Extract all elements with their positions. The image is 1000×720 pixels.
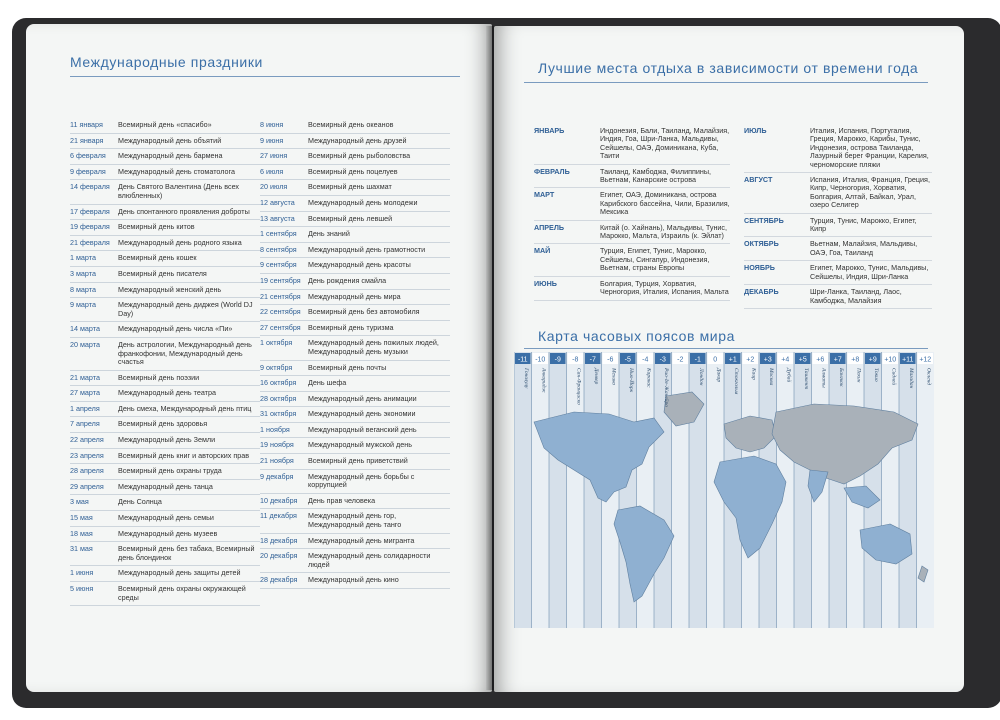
holiday-date: 3 мая: [70, 497, 89, 507]
timezone-band: [794, 352, 812, 628]
holiday-name: Всемирный день охраны труда: [118, 466, 222, 476]
holiday-name: Всемирный день поэзии: [118, 372, 200, 382]
holiday-date: 22 сентября: [260, 307, 301, 317]
holiday-date: 9 декабря: [260, 471, 294, 481]
timezone-city-label: Москва: [767, 368, 774, 386]
holiday-row: [70, 449, 260, 465]
holiday-date: 31 октября: [260, 409, 297, 419]
timezone-city-label: Рио-де-Жанейро: [662, 368, 669, 408]
vacation-row: [534, 244, 730, 276]
timezone-city-label: Анкоридж: [540, 368, 547, 393]
holiday-name: Всемирный день китов: [118, 222, 195, 232]
holidays-column-2: [260, 118, 450, 589]
holiday-name: Международный мужской день: [308, 440, 412, 450]
timezone-offset-label: -2: [677, 356, 684, 364]
holiday-name: Международный день стоматолога: [118, 166, 235, 176]
timezone-offset-label: +2: [746, 356, 755, 364]
holiday-date: 28 апреля: [70, 466, 104, 476]
timezone-city-label: Нью-Йорк: [627, 368, 634, 393]
holiday-date: 28 декабря: [260, 575, 298, 585]
timezone-band: [532, 352, 550, 628]
holiday-row: [70, 118, 260, 134]
timezone-city-label: Пекин: [855, 368, 862, 383]
timezone-offset-label: +5: [798, 356, 807, 364]
holiday-date: 23 апреля: [70, 450, 104, 460]
holiday-date: 1 ноября: [260, 424, 290, 434]
holiday-row: [70, 134, 260, 150]
holiday-date: 10 декабря: [260, 495, 298, 505]
timezone-city-label: Алматы: [820, 368, 827, 388]
timezone-offset-label: +1: [728, 356, 737, 364]
vacation-row: [744, 261, 932, 285]
holiday-name: Международный день кино: [308, 575, 399, 585]
holiday-name: День прав человека: [308, 495, 376, 505]
holiday-row: [70, 371, 260, 387]
timezone-offset-label: -10: [535, 356, 546, 364]
holiday-row: [70, 495, 260, 511]
holiday-row: [70, 220, 260, 236]
holiday-row: [260, 290, 450, 306]
vacation-month: ФЕВРАЛЬ: [534, 166, 570, 176]
holiday-name: Международный день мира: [308, 291, 401, 301]
holiday-name: Международный день родного языка: [118, 237, 242, 247]
holiday-name: День Солнца: [118, 497, 162, 507]
timezone-offset-label: -5: [624, 356, 631, 364]
timezone-city-label: Каракас: [645, 368, 652, 388]
holiday-date: 19 ноября: [260, 440, 294, 450]
holiday-date: 19 сентября: [260, 275, 301, 285]
holiday-row: [70, 566, 260, 582]
holiday-date: 11 декабря: [260, 511, 297, 521]
holiday-row: [70, 480, 260, 496]
vacation-month: ИЮЛЬ: [744, 126, 767, 135]
holiday-date: 12 августа: [260, 197, 295, 207]
holiday-row: [70, 417, 260, 433]
holiday-date: 28 октября: [260, 393, 297, 403]
holiday-row: [260, 196, 450, 212]
holiday-date: 9 февраля: [70, 166, 106, 176]
holiday-name: Всемирный день шахмат: [308, 182, 392, 192]
holiday-date: 21 сентября: [260, 291, 301, 301]
holiday-row: [260, 227, 450, 243]
timezone-city-label: Ташкент: [802, 368, 809, 390]
holiday-row: [260, 243, 450, 259]
holiday-row: [260, 149, 450, 165]
timezone-city-label: Сан-Франциско: [575, 368, 582, 405]
vacation-month: МАРТ: [534, 190, 555, 200]
timezone-band: [917, 352, 935, 628]
holiday-name: Международный день анимации: [308, 393, 417, 403]
holiday-date: 14 февраля: [70, 182, 110, 192]
holiday-date: 15 мая: [70, 513, 93, 523]
holiday-row: [260, 361, 450, 377]
holiday-name: Всемирный день поцелуев: [308, 166, 398, 176]
holiday-row: [260, 336, 450, 360]
holiday-date: 31 мая: [70, 544, 93, 554]
holiday-name: Международный день молодежи: [308, 197, 418, 207]
holiday-date: 27 марта: [70, 388, 100, 398]
holiday-name: День Святого Валентина (День всех влюбленных): [118, 182, 240, 200]
holiday-row: [70, 283, 260, 299]
timezone-offset-label: +10: [884, 356, 897, 364]
holiday-row: [260, 392, 450, 408]
timezone-band: [899, 352, 917, 628]
holiday-name: Всемирный день приветствий: [308, 456, 408, 466]
holiday-date: 9 октября: [260, 362, 293, 372]
holiday-date: 5 июня: [70, 584, 94, 593]
holiday-name: Всемирный день книг и авторских прав: [118, 450, 250, 460]
holiday-name: День спонтанного проявления доброты: [118, 206, 250, 216]
timezone-world-map: [514, 352, 934, 628]
holiday-row: [70, 322, 260, 338]
holiday-row: [260, 212, 450, 228]
timezone-city-label: Лондон: [697, 368, 704, 386]
holiday-row: [260, 573, 450, 589]
vacation-places: Испания, Италия, Франция, Греция, Кипр, Черногория, Хорватия, Болгария, Алтай, Байкал, Урал, озеро Селигер: [810, 175, 930, 210]
holiday-name: Международный день танца: [118, 481, 213, 491]
holiday-row: [70, 542, 260, 566]
vacation-month: ИЮНЬ: [534, 278, 557, 288]
holiday-date: 9 июня: [260, 135, 284, 145]
timezone-city-label: Дакар: [715, 368, 722, 383]
holiday-name: Всемирный день здоровья: [118, 419, 208, 429]
holiday-date: 7 апреля: [70, 419, 100, 429]
holiday-name: Всемирный день «спасибо»: [118, 120, 212, 129]
timezone-offset-label: +7: [833, 356, 842, 364]
holiday-row: [70, 236, 260, 252]
holiday-name: Всемирный день почты: [308, 362, 387, 372]
holiday-date: 19 февраля: [70, 222, 110, 232]
holiday-date: 29 апреля: [70, 481, 104, 491]
holiday-name: Всемирный день океанов: [308, 120, 394, 129]
vacation-places: Турция, Тунис, Марокко, Египет, Кипр: [810, 215, 917, 234]
vacation-places: Шри-Ланка, Таиланд, Лаос, Камбоджа, Малайзия: [810, 287, 902, 305]
holiday-row: [70, 149, 260, 165]
holiday-date: 16 октября: [260, 378, 297, 388]
holiday-name: Международный день красоты: [308, 260, 411, 270]
holiday-name: Всемирный день без табака, Всемирный день блондинок: [118, 544, 255, 562]
vacation-month: ОКТЯБРЬ: [744, 239, 779, 249]
holiday-name: Всемирный день туризма: [308, 322, 394, 332]
holiday-date: 3 марта: [70, 268, 96, 278]
holiday-row: [260, 258, 450, 274]
holiday-name: Всемирный день рыболовства: [308, 151, 411, 161]
holiday-date: 13 августа: [260, 213, 295, 223]
timezone-offset-label: +12: [919, 356, 932, 364]
holiday-name: День знаний: [308, 229, 350, 239]
holiday-row: [70, 386, 260, 402]
timezone-offset-label: +9: [868, 356, 877, 364]
timezone-offset-label: +11: [902, 356, 914, 364]
holiday-row: [260, 454, 450, 470]
vacation-row: [534, 221, 730, 245]
holiday-name: Международный день мигранта: [308, 535, 415, 545]
holiday-row: [260, 509, 450, 533]
holiday-name: Международный день Земли: [118, 435, 216, 445]
holiday-row: [260, 470, 450, 494]
vacation-row: [744, 214, 932, 238]
vacation-row: [744, 237, 932, 261]
holiday-row: [70, 511, 260, 527]
holiday-name: День рождения смайла: [308, 275, 387, 285]
holiday-date: 20 декабря: [260, 551, 298, 561]
holiday-name: Международный день театра: [118, 388, 216, 398]
holiday-date: 22 апреля: [70, 435, 104, 445]
holiday-name: День смеха, Международный день птиц: [118, 403, 252, 413]
holiday-date: 1 марта: [70, 253, 96, 263]
vacation-row: [534, 124, 730, 165]
holiday-date: 8 марта: [70, 284, 96, 294]
holiday-row: [260, 407, 450, 423]
holiday-row: [70, 433, 260, 449]
holiday-date: 21 января: [70, 135, 104, 145]
holiday-row: [260, 549, 450, 573]
timezone-offset-label: -6: [607, 356, 614, 364]
holiday-name: Международный женский день: [118, 284, 222, 294]
holiday-date: 21 марта: [70, 372, 100, 382]
holiday-date: 1 сентября: [260, 229, 297, 239]
timezone-city-label: Денвер: [592, 368, 599, 385]
holiday-name: Международный день диджея (World DJ Day): [118, 300, 253, 318]
holiday-name: Международный день борьбы с коррупцией: [308, 471, 415, 490]
timezone-city-label: Токио: [872, 368, 879, 382]
holiday-row: [260, 423, 450, 439]
timezone-offset-label: +8: [851, 356, 860, 364]
holiday-date: 20 июля: [260, 182, 288, 192]
holiday-name: Всемирный день кошек: [118, 253, 197, 263]
holiday-name: Всемирный день без автомобиля: [308, 307, 420, 317]
holiday-name: Международный веганский день: [308, 424, 417, 434]
timezone-band: [829, 352, 847, 628]
timezone-offset-label: -8: [572, 356, 579, 364]
holiday-row: [260, 180, 450, 196]
timezone-city-label: Магадан: [907, 368, 914, 389]
vacation-row: [534, 188, 730, 220]
holiday-row: [70, 402, 260, 418]
timezone-offset-label: -3: [659, 356, 666, 364]
holiday-name: Всемирный день левшей: [308, 213, 393, 223]
holiday-row: [260, 438, 450, 454]
holiday-name: Международный день числа «Пи»: [118, 324, 233, 334]
holiday-row: [70, 205, 260, 221]
vacation-places: Китай (о. Хайнань), Мальдивы, Тунис, Марокко, Мальта, Израиль (к. Эйлат): [600, 222, 728, 241]
holiday-name: Международный день грамотности: [308, 244, 426, 254]
vacation-places: Индонезия, Бали, Таиланд, Малайзия, Индия, Гоа, Шри-Ланка, Мальдивы, Сейшелы, ОАЭ, Доминикана, Куба, Таити: [600, 126, 730, 161]
holiday-row: [260, 321, 450, 337]
holiday-date: 9 сентября: [260, 260, 297, 270]
holiday-row: [260, 376, 450, 392]
holiday-date: 11 января: [70, 120, 103, 129]
holiday-row: [70, 298, 260, 322]
holiday-name: Международный день пожилых людей, Международный день музыки: [308, 338, 439, 356]
holiday-name: Международный день объятий: [118, 135, 222, 145]
holiday-date: 18 мая: [70, 528, 93, 538]
vacation-column-2: [744, 124, 932, 309]
holiday-row: [70, 267, 260, 283]
holiday-name: Международный день бармена: [118, 151, 223, 161]
vacation-month: АВГУСТ: [744, 175, 773, 185]
holidays-column-1: [70, 118, 260, 606]
holiday-name: Международный день защиты детей: [118, 568, 241, 578]
vacation-month: ДЕКАБРЬ: [744, 287, 779, 297]
vacation-places: Вьетнам, Малайзия, Мальдивы, ОАЭ, Гоа, Таиланд: [810, 239, 918, 257]
timezone-offset-label: -9: [554, 356, 561, 364]
holiday-name: Международный день гор, Международный день танго: [308, 511, 402, 530]
timezone-city-label: Окленд: [925, 368, 932, 386]
holiday-date: 9 марта: [70, 300, 96, 310]
holiday-row: [70, 527, 260, 543]
timezone-city-label: Бангкок: [837, 368, 844, 387]
vacation-row: [534, 165, 730, 189]
holiday-date: 17 февраля: [70, 206, 110, 216]
vacation-places: Таиланд, Камбоджа, Филиппины, Вьетнам, Канарские острова: [600, 166, 712, 185]
vacation-places: Египет, Марокко, Тунис, Мальдивы, Сейшелы, Индия, Шри-Ланка: [810, 263, 929, 281]
holiday-row: [70, 251, 260, 267]
timezone-city-label: Гонолулу: [522, 368, 529, 389]
holiday-date: 27 июня: [260, 151, 288, 161]
holiday-name: Всемирный день писателя: [118, 268, 207, 278]
timezone-map-title: Карта часовых поясов мира: [538, 328, 735, 344]
vacation-row: [744, 285, 932, 309]
vacation-row: [744, 173, 932, 214]
holiday-row: [70, 464, 260, 480]
vacation-places: Египет, ОАЭ, Доминикана, острова Карибского бассейна, Чили, Бразилия, Мексика: [600, 190, 730, 217]
holiday-row: [70, 165, 260, 181]
holiday-name: Всемирный день охраны окружающей среды: [118, 584, 246, 602]
timezone-map-rule: [524, 348, 928, 349]
vacation-places: Италия, Испания, Португалия, Греция, Марокко, Карибы, Тунис, Индонезия, острова Таиланда, Лазурный берег Франции, Карелия, черноморские пляжи: [810, 126, 929, 169]
vacation-month: АПРЕЛЬ: [534, 222, 565, 232]
holiday-row: [70, 338, 260, 371]
holiday-row: [260, 134, 450, 150]
timezone-offset-label: -1: [694, 356, 701, 364]
holiday-date: 27 сентября: [260, 322, 301, 332]
holiday-row: [260, 118, 450, 134]
timezone-offset-label: -11: [517, 356, 528, 364]
holiday-name: Международный день друзей: [308, 135, 407, 145]
holiday-row: [260, 274, 450, 290]
holiday-date: 1 июня: [70, 568, 94, 578]
holiday-date: 8 июня: [260, 120, 284, 129]
timezone-offset-label: -7: [589, 356, 596, 364]
timezone-offset-label: 0: [713, 356, 718, 364]
vacation-title-rule: [524, 82, 928, 83]
holiday-row: [70, 180, 260, 204]
timezone-city-label: Мехико: [610, 368, 617, 386]
vacation-title: Лучшие места отдыха в зависимости от времени года: [538, 60, 919, 76]
holiday-date: 14 марта: [70, 324, 100, 334]
holiday-date: 21 февраля: [70, 237, 110, 247]
holiday-date: 8 сентября: [260, 244, 297, 254]
timezone-city-label: Сидней: [890, 368, 897, 386]
timezone-city-label: Дубай: [785, 368, 792, 383]
timezone-city-label: Стокгольм: [732, 368, 739, 395]
timezone-offset-label: +6: [816, 356, 825, 364]
vacation-month: СЕНТЯБРЬ: [744, 215, 784, 225]
holiday-name: Международный день солидарности людей: [308, 551, 431, 569]
holiday-name: Международный день семьи: [118, 513, 214, 523]
holiday-name: Международный день экономии: [308, 409, 416, 419]
timezone-offset-label: +3: [763, 356, 772, 364]
holiday-name: Международный день музеев: [118, 528, 218, 538]
holiday-date: 20 марта: [70, 339, 100, 349]
holiday-date: 18 декабря: [260, 535, 298, 545]
vacation-places: Болгария, Турция, Хорватия, Черногория, Италия, Испания, Мальта: [600, 278, 729, 297]
holidays-title: Международные праздники: [70, 54, 263, 70]
holiday-date: 21 ноября: [260, 456, 294, 466]
holiday-date: 1 апреля: [70, 403, 100, 413]
holiday-row: [260, 494, 450, 510]
holiday-date: 6 июля: [260, 166, 284, 176]
vacation-month: НОЯБРЬ: [744, 263, 775, 273]
vacation-month: МАЙ: [534, 246, 551, 256]
timezone-band: [549, 352, 567, 628]
holiday-row: [70, 582, 260, 606]
timezone-city-label: Каир: [750, 368, 757, 380]
vacation-column-1: [534, 124, 730, 301]
timezone-band: [882, 352, 900, 628]
vacation-places: Турция, Египет, Тунис, Марокко, Сейшелы, Сингапур, Индонезия, Вьетнам, страны Европы: [600, 246, 710, 273]
timezone-band: [514, 352, 532, 628]
holiday-date: 6 февраля: [70, 151, 106, 161]
holiday-date: 1 октября: [260, 338, 293, 348]
holiday-name: День астрологии, Международный день франкофонии, Международный день счастья: [118, 339, 252, 367]
timezone-offset-label: +4: [781, 356, 790, 364]
vacation-row: [744, 124, 932, 173]
holiday-row: [260, 165, 450, 181]
holiday-row: [260, 305, 450, 321]
holidays-title-rule: [70, 76, 460, 77]
holiday-name: День шефа: [308, 378, 347, 388]
vacation-row: [534, 277, 730, 301]
holiday-row: [260, 534, 450, 550]
timezone-offset-label: -4: [642, 356, 649, 364]
vacation-month: ЯНВАРЬ: [534, 126, 565, 135]
